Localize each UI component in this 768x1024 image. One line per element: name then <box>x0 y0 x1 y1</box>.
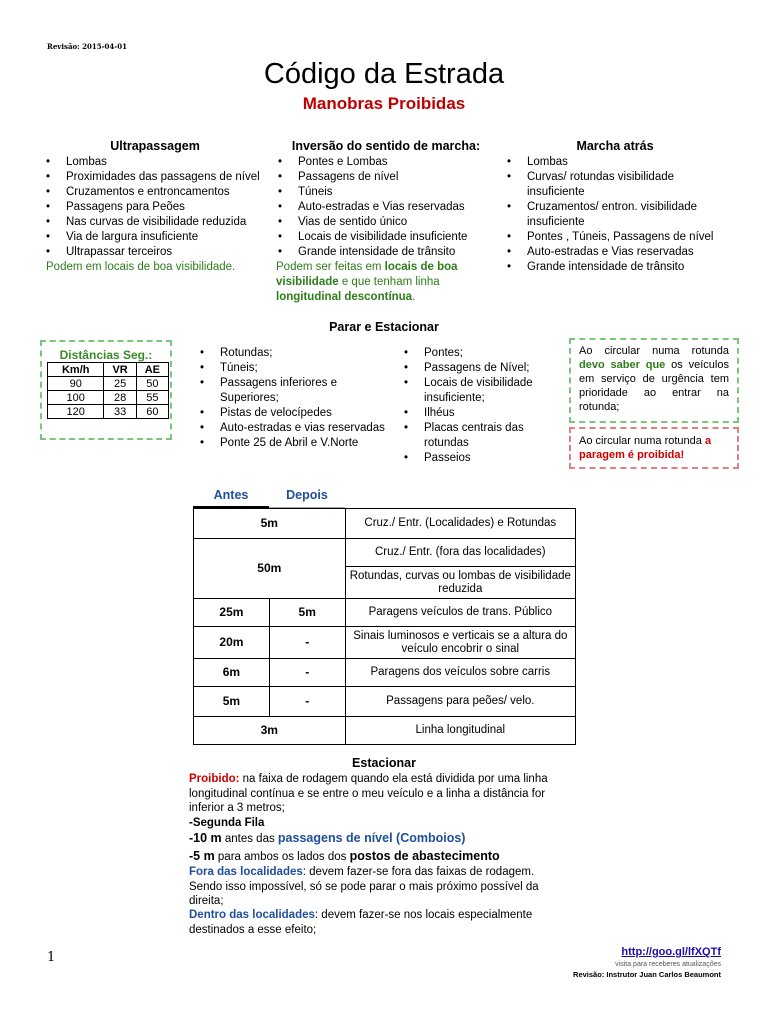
table-cell: Paragens dos veículos sobre carris <box>345 659 575 687</box>
list-item: • Grande intensidade de trânsito <box>505 260 725 275</box>
list-item: • Ponte 25 de Abril e V.Norte <box>198 436 388 451</box>
table-row <box>194 627 576 659</box>
estacionar-dentro-localidades: Dentro das localidades: devem fazer-se nos locais especialmente destinados a esse efeito; <box>189 909 533 936</box>
estacionar-segunda-fila: -Segunda Fila <box>189 817 265 829</box>
table-row <box>194 509 576 539</box>
footer-revision: Revisão: Instrutor Juan Carlos Beaumont <box>573 970 721 979</box>
table-cell: 90 <box>48 377 104 391</box>
revision-date: Revisão: 2015-04-01 <box>47 42 127 51</box>
table-cell: - <box>269 627 345 659</box>
table-cell: 5m <box>194 687 270 717</box>
table-cell: 25m <box>194 599 270 627</box>
list-item: • Túneis <box>276 185 496 200</box>
ultrapassagem-heading: Ultrapassagem <box>110 139 200 153</box>
list-item: • Pontes e Lombas <box>276 155 496 170</box>
table-cell: 100 <box>48 391 104 405</box>
table-row <box>194 539 576 567</box>
estacionar-proibido: Proibido: na faixa de rodagem quando ela está dividida por uma linha longitudinal contínua e se entre o meu veículo e a linha a distância for inferior a 3 metros; <box>189 773 548 814</box>
table-header: VR <box>104 363 136 377</box>
list-item: • Lombas <box>44 155 266 170</box>
distance-table <box>193 508 576 745</box>
footer-subtext: visita para receberes atualizações <box>615 961 721 968</box>
list-item: • Ilhéus <box>402 406 562 421</box>
table-cell: Paragens veículos de trans. Público <box>345 599 575 627</box>
list-item: • Placas centrais das rotundas <box>402 421 562 451</box>
table-header: Km/h <box>48 363 104 377</box>
footer-link[interactable]: http://goo.gl/lfXQTf <box>621 946 721 958</box>
list-item: • Passagens para Peões <box>44 200 266 215</box>
table-cell: 3m <box>194 717 346 745</box>
table-row <box>194 687 576 717</box>
table-cell: 6m <box>194 659 270 687</box>
list-item: • Via de largura insuficiente <box>44 230 266 245</box>
table-row <box>194 659 576 687</box>
list-item: • Locais de visibilidade insuficiente; <box>402 376 562 406</box>
rotunda-priority-box: Ao circular numa rotunda devo saber que os veículos em serviço de urgência tem prioridade ao entrar na rotunda; <box>569 338 739 423</box>
table-cell: 20m <box>194 627 270 659</box>
list-item: • Pontes , Túneis, Passagens de nível <box>505 230 725 245</box>
list-item: • Passagens de Nível; <box>402 361 562 376</box>
parar-right-list-section <box>402 346 562 466</box>
table-cell: Rotundas, curvas ou lombas de visibilidade reduzida <box>345 567 575 599</box>
rotunda-stop-box: Ao circular numa rotunda a paragem é proibida! <box>569 427 739 469</box>
parar-left-list <box>198 346 388 451</box>
page-title: Código da Estrada <box>263 58 505 90</box>
marcha-atras-section <box>505 139 725 275</box>
list-item: • Lombas <box>505 155 725 170</box>
inversao-note: Podem ser feitas em locais de boa visibilidade e que tenham linha longitudinal descontínua. <box>276 261 458 303</box>
distancias-table <box>47 362 169 419</box>
estacionar-passagens-nivel: -10 m antes das passagens de nível (Comboios) <box>189 831 466 845</box>
list-item: • Auto-estradas e Vias reservadas <box>505 245 725 260</box>
list-item: • Auto-estradas e vias reservadas <box>198 421 388 436</box>
list-item: • Nas curvas de visibilidade reduzida <box>44 215 266 230</box>
list-item: • Ultrapassar terceiros <box>44 245 266 260</box>
ultrapassagem-section <box>44 139 266 275</box>
table-cell: 55 <box>136 391 168 405</box>
parar-left-list-section <box>198 346 388 451</box>
table-cell: 5m <box>269 599 345 627</box>
list-item: • Passagens de nível <box>276 170 496 185</box>
table-cell: 50m <box>194 539 346 599</box>
table-cell: Passagens para peões/ velo. <box>345 687 575 717</box>
table-cell: 5m <box>194 509 346 539</box>
table-cell: - <box>269 659 345 687</box>
table-row <box>48 391 169 405</box>
list-item: • Pontes; <box>402 346 562 361</box>
table-row <box>194 717 576 745</box>
marcha-atras-heading: Marcha atrás <box>576 139 654 153</box>
parar-right-list <box>402 346 562 466</box>
list-item: • Curvas/ rotundas visibilidade insuficiente <box>505 170 725 200</box>
estacionar-heading: Estacionar <box>352 756 416 770</box>
inversao-heading: Inversão do sentido de marcha: <box>291 139 481 153</box>
ultrapassagem-list <box>44 155 266 260</box>
page-subtitle: Manobras Proibidas <box>302 94 466 113</box>
estacionar-fora-localidades: Fora das localidades: devem fazer-se fora das faixas de rodagem. Sendo isso impossível, só se pode parar o mais próximo possível da direita; <box>189 866 539 907</box>
inversao-list <box>276 155 496 260</box>
list-item: • Passeios <box>402 451 562 466</box>
table-cell: Cruz./ Entr. (fora das localidades) <box>345 539 575 567</box>
page-number: 1 <box>47 950 56 965</box>
inversao-section <box>276 139 496 305</box>
list-item: • Cruzamentos/ entron. visibilidade insuficiente <box>505 200 725 230</box>
table-header: AE <box>136 363 168 377</box>
table-row <box>48 377 169 391</box>
table-cell: 120 <box>48 405 104 419</box>
list-item: • Túneis; <box>198 361 388 376</box>
list-item: • Pistas de velocípedes <box>198 406 388 421</box>
ultrapassagem-note: Podem em locais de boa visibilidade. <box>46 261 236 273</box>
parar-heading: Parar e Estacionar <box>329 320 439 334</box>
distancias-title: Distâncias Seg.: <box>59 348 153 362</box>
list-item: • Grande intensidade de trânsito <box>276 245 496 260</box>
list-item: • Passagens inferiores e Superiores; <box>198 376 388 406</box>
antes-depois-tabs <box>193 482 345 508</box>
table-cell: Linha longitudinal <box>345 717 575 745</box>
list-item: • Vias de sentido único <box>276 215 496 230</box>
table-row <box>48 405 169 419</box>
table-cell: 25 <box>104 377 136 391</box>
list-item: • Cruzamentos e entroncamentos <box>44 185 266 200</box>
list-item: • Rotundas; <box>198 346 388 361</box>
table-cell: - <box>269 687 345 717</box>
estacionar-postos: -5 m para ambos os lados dos postos de abastecimento <box>189 849 500 863</box>
tab-depois[interactable]: Depois <box>269 482 345 508</box>
table-row <box>194 599 576 627</box>
marcha-atras-list <box>505 155 725 275</box>
distancias-box <box>40 340 172 440</box>
table-cell: 33 <box>104 405 136 419</box>
table-cell: Sinais luminosos e verticais se a altura do veículo encobrir o sinal <box>345 627 575 659</box>
table-cell: 60 <box>136 405 168 419</box>
list-item: • Auto-estradas e Vias reservadas <box>276 200 496 215</box>
tab-antes[interactable]: Antes <box>193 482 269 508</box>
table-cell: Cruz./ Entr. (Localidades) e Rotundas <box>345 509 575 539</box>
table-cell: 28 <box>104 391 136 405</box>
list-item: • Proximidades das passagens de nível <box>44 170 266 185</box>
list-item: • Locais de visibilidade insuficiente <box>276 230 496 245</box>
table-cell: 50 <box>136 377 168 391</box>
